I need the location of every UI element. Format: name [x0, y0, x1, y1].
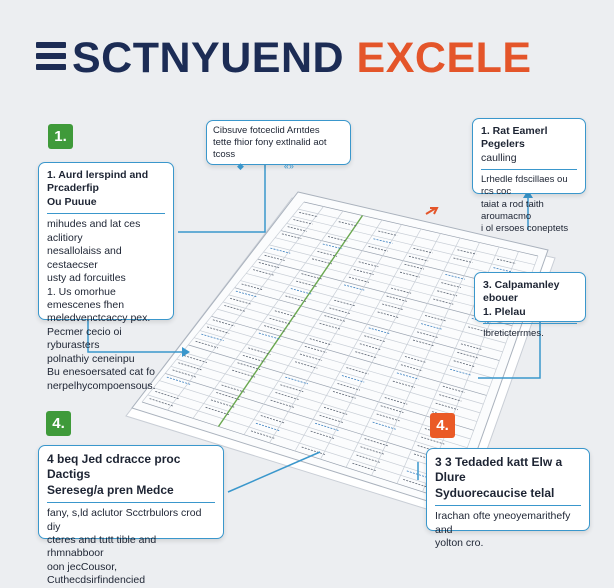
callout-heading [483, 279, 577, 319]
body-line: nesallolaiss and cestaecser [47, 245, 122, 271]
heading-line: Sereseg/a pren Medce [47, 482, 174, 497]
heading-line: 3. Calpamanley ebouer [483, 279, 560, 305]
body-line: i ol ersoes coneptets [481, 222, 569, 234]
body-line: usty ad forcuitles [47, 272, 126, 285]
body-line: oon jecCousor, Cuthecdsirfindencied [47, 560, 146, 587]
divider [481, 169, 577, 170]
callout-line: tette fhior fony extlnalid aot tcoss [213, 137, 327, 161]
heading-line: 1. Plelau [483, 305, 526, 318]
divider [47, 502, 215, 503]
body-line: polnathiy ceneinpu [47, 352, 135, 365]
callout-line: Cibsuve fotceclid Arntdes [213, 125, 320, 136]
step-badge-4-orange: 4. [430, 413, 455, 438]
diamond-icon: ◆ [237, 161, 244, 172]
callout-bottom-right [426, 448, 590, 549]
body-line: 1. Us omorhue emescenes fhen [47, 285, 125, 311]
divider [483, 323, 577, 324]
heading-line: 4 beq Jed cdracce proc Dactigs [47, 452, 181, 482]
heading-line: caulling [481, 151, 517, 164]
divider [47, 213, 165, 214]
body-line: Irachan ofte yneoyemarithefy and [435, 510, 571, 536]
heading-line: 1. Rat Eamerl Pegelers [481, 125, 548, 151]
body-line: fany, s,ld aclutor Scctrbulors crod diy [47, 507, 202, 533]
title-part-navy: SCTNYUEND [72, 34, 345, 82]
heading-line: 3 3 Tedaded katt Elw a Dlure [435, 455, 563, 485]
body-line: Pecmer cecio oi ryburasters [47, 325, 122, 352]
callout-heading [435, 455, 581, 501]
callout-heading [47, 169, 165, 209]
title-part-orange: EXCELE [356, 34, 532, 82]
body-line: Bu enesoersated cat fo [47, 366, 155, 379]
body-line: mihudes and lat ces aclitiory [47, 218, 141, 244]
connector-top-center [178, 165, 265, 232]
callout-left-1 [38, 162, 174, 392]
step-badge-4-green: 4. [46, 411, 71, 436]
callout-right-2 [474, 272, 586, 340]
heading-line: Ou Puuue [47, 195, 97, 208]
callout-heading [47, 452, 215, 498]
body-line: cteres and tutt tible and rhmnabboor [47, 533, 157, 560]
callout-heading [481, 125, 577, 165]
heading-line: 1. Aurd lerspind and Prcaderfip [47, 169, 149, 195]
divider [435, 505, 581, 506]
body-line: yolton cro. [435, 536, 484, 549]
step-badge-1: 1. [48, 124, 73, 149]
body-line: nerpelhycompoensous. [47, 379, 156, 392]
body-line: Ibreticterrmes. [483, 328, 544, 340]
double-chevron-icon: «» [283, 161, 294, 172]
callout-bottom-left [38, 445, 224, 587]
body-line: taiat a rod taith aroumacmo [481, 198, 544, 222]
body-line: Lrhedle fdscillaes ou rcs coc [481, 174, 568, 198]
body-line: meledvenctcaccy pex. [47, 312, 151, 325]
callout-right-1 [472, 118, 586, 234]
callout-top-center [206, 120, 351, 172]
heading-line: Syduorecaucise telal [435, 485, 555, 500]
